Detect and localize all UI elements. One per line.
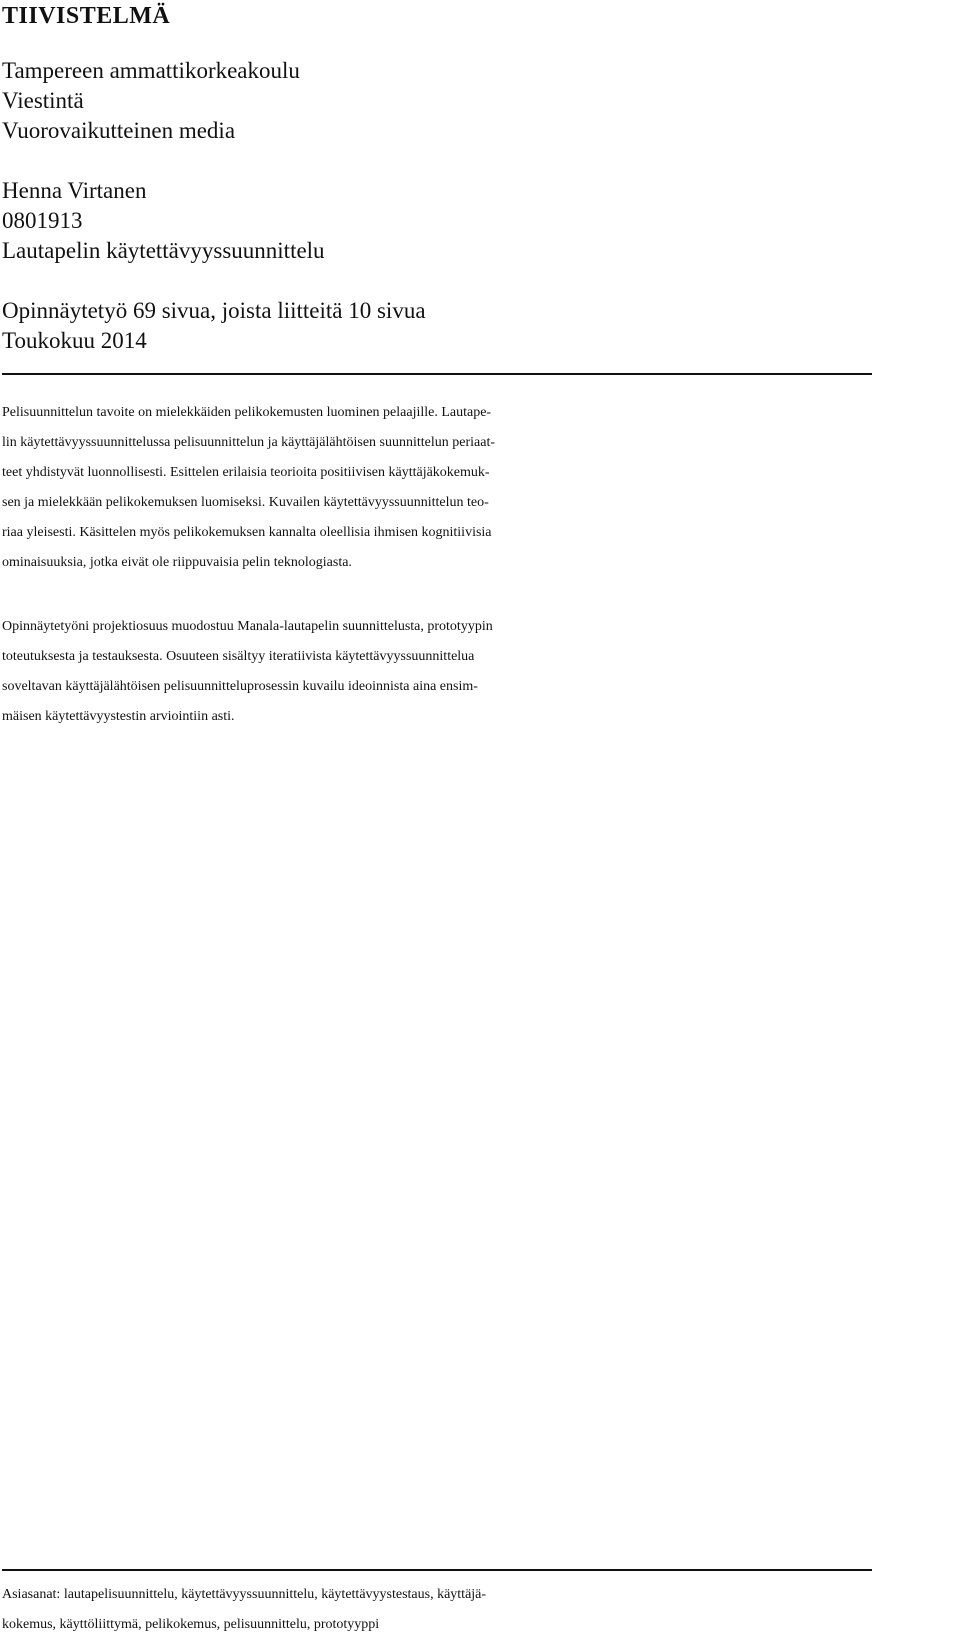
abstract-line: riaa yleisesti. Käsittelen myös pelikokemuksen kannalta oleellisia ihmisen kognitiivisia [2, 525, 492, 540]
abstract-line: Opinnäytetyöni projektiosuus muodostuu Manala-lautapelin suunnittelusta, prototyypin [2, 619, 493, 634]
page-title: TIIVISTELMÄ [2, 3, 171, 29]
abstract-line: Pelisuunnittelun tavoite on mielekkäiden pelikokemusten luominen pelaajille. Lautape- [2, 405, 492, 420]
abstract-line: mäisen käytettävyystestin arviointiin asti. [2, 709, 235, 724]
school-name: Tampereen ammattikorkeakoulu [2, 58, 300, 83]
abstract-line: sen ja mielekkään pelikokemuksen luomiseksi. Kuvailen käytettävyyssuunnittelun teo- [2, 495, 489, 510]
degree-name: Viestintä [2, 88, 84, 113]
abstract-line: toteutuksesta ja testauksesta. Osuuteen sisältyy iteratiivista käytettävyyssuunnittelua [2, 649, 475, 664]
program-name: Vuorovaikutteinen media [2, 118, 236, 143]
top-divider [2, 373, 872, 375]
abstract-paragraph-2 [2, 612, 958, 732]
keywords-line: Asiasanat: lautapelisuunnittelu, käytettävyyssuunnittelu, käytettävyystestaus, käyttäjä- [2, 1587, 487, 1602]
abstract-line: lin käytettävyyssuunnittelussa pelisuunnittelun ja käyttäjälähtöisen suunnittelun periaat- [2, 435, 496, 450]
abstract-line: ominaisuuksia, jotka eivät ole riippuvaisia pelin teknologiasta. [2, 555, 352, 570]
page-count: Opinnäytetyö 69 sivua, joista liitteitä 10 sivua [2, 298, 426, 323]
thesis-date: Toukokuu 2014 [2, 328, 147, 353]
keywords-line: kokemus, käyttöliittymä, pelikokemus, pelisuunnittelu, prototyyppi [2, 1617, 380, 1632]
bottom-divider [2, 1569, 872, 1571]
abstract-line: teet yhdistyvät luonnollisesti. Esittelen erilaisia teorioita positiivisen käyttäjäkokemuk- [2, 465, 490, 480]
keywords-block [2, 1580, 958, 1640]
abstract-paragraph-1 [2, 398, 958, 578]
author-name: Henna Virtanen [2, 178, 147, 203]
thesis-title: Lautapelin käytettävyyssuunnittelu [2, 238, 325, 263]
student-number: 0801913 [2, 208, 83, 233]
abstract-line: soveltavan käyttäjälähtöisen pelisuunnitteluprosessin kuvailu ideoinnista aina ensim- [2, 679, 478, 694]
